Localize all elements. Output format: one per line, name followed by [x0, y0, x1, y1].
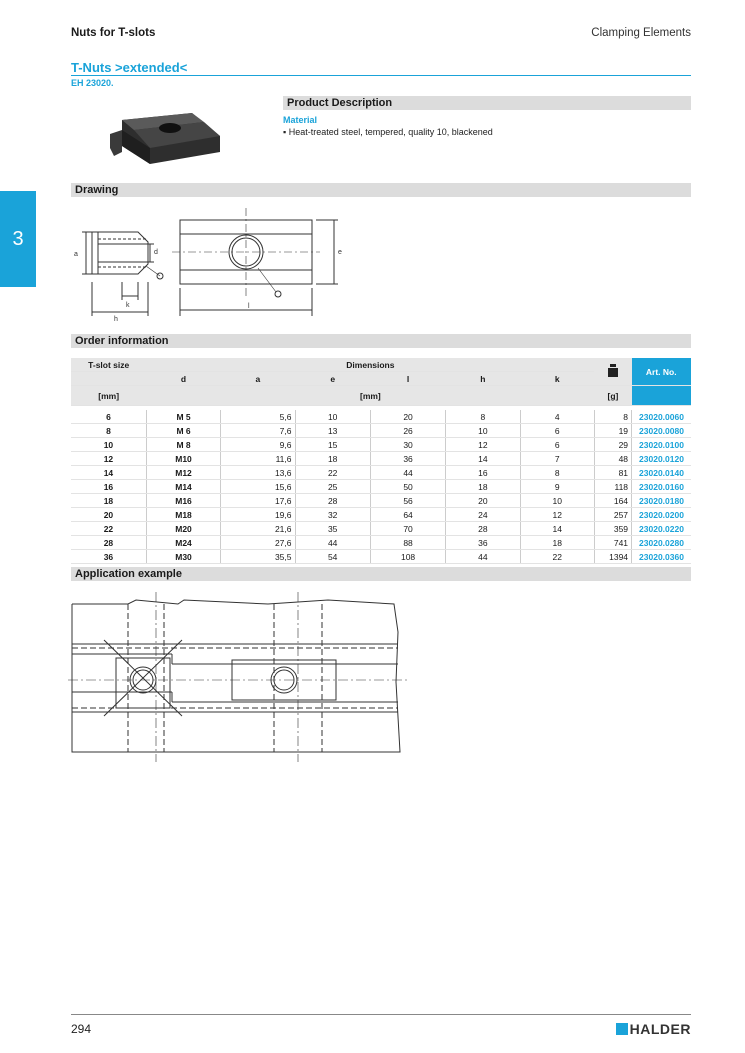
- dim-e-label: e: [338, 249, 342, 256]
- cell-dim-h: 18: [446, 480, 520, 494]
- cell-dim-a: 27,6: [221, 536, 295, 550]
- table-row: [71, 452, 691, 466]
- cell-art-no[interactable]: 23020.0120: [632, 452, 691, 466]
- header-section-title: Nuts for T-slots: [71, 27, 156, 39]
- product-code: EH 23020.: [71, 78, 114, 88]
- order-table: [71, 358, 691, 564]
- col-header-slot-size: T-slot size: [71, 358, 146, 372]
- unit-weight: [g]: [594, 386, 631, 406]
- cell-dim-k: 4: [520, 410, 594, 424]
- application-drawing: [68, 592, 413, 764]
- table-row: [71, 424, 691, 438]
- table-row: [71, 410, 691, 424]
- cell-dim-k: 14: [520, 522, 594, 536]
- cell-slot-size: 6: [71, 410, 146, 424]
- table-row: [71, 536, 691, 550]
- cell-thread-d: M12: [146, 466, 220, 480]
- cell-art-no[interactable]: 23020.0140: [632, 466, 691, 480]
- order-information-heading: Order information: [71, 334, 691, 348]
- cell-dim-h: 10: [446, 424, 520, 438]
- cell-dim-h: 44: [446, 550, 520, 564]
- table-row: [71, 466, 691, 480]
- header-category: Clamping Elements: [591, 27, 691, 39]
- cell-dim-l: 50: [370, 480, 445, 494]
- col-header-k: k: [520, 372, 594, 386]
- cell-dim-e: 13: [295, 424, 370, 438]
- cell-dim-l: 108: [370, 550, 445, 564]
- cell-dim-a: 7,6: [221, 424, 295, 438]
- cell-dim-h: 14: [446, 452, 520, 466]
- table-row: [71, 508, 691, 522]
- cell-dim-h: 8: [446, 410, 520, 424]
- cell-dim-l: 70: [370, 522, 445, 536]
- table-row: [71, 480, 691, 494]
- dim-k-label: k: [126, 302, 130, 309]
- cell-slot-size: 20: [71, 508, 146, 522]
- cell-weight: 29: [594, 438, 631, 452]
- page-number: 294: [71, 1022, 92, 1036]
- brand-logo: [616, 1021, 691, 1037]
- cell-weight: 359: [594, 522, 631, 536]
- cell-dim-l: 36: [370, 452, 445, 466]
- table-row: [71, 494, 691, 508]
- chapter-tab: 3: [0, 191, 36, 287]
- material-text: ▪ Heat-treated steel, tempered, quality 10, blackened: [283, 127, 493, 137]
- cell-slot-size: 18: [71, 494, 146, 508]
- cell-dim-k: 22: [520, 550, 594, 564]
- technical-drawing: [68, 204, 348, 322]
- cell-dim-a: 21,6: [221, 522, 295, 536]
- cell-slot-size: 28: [71, 536, 146, 550]
- cell-dim-h: 16: [446, 466, 520, 480]
- cell-dim-a: 13,6: [221, 466, 295, 480]
- col-header-l: l: [370, 372, 445, 386]
- cell-dim-k: 7: [520, 452, 594, 466]
- cell-dim-e: 28: [295, 494, 370, 508]
- dim-l-label: l: [248, 303, 250, 310]
- cell-weight: 164: [594, 494, 631, 508]
- cell-dim-k: 10: [520, 494, 594, 508]
- cell-dim-e: 32: [295, 508, 370, 522]
- cell-weight: 741: [594, 536, 631, 550]
- application-example-heading: Application example: [71, 567, 691, 581]
- cell-dim-k: 6: [520, 424, 594, 438]
- cell-dim-l: 30: [370, 438, 445, 452]
- col-header-h: h: [446, 372, 520, 386]
- cell-art-no[interactable]: 23020.0100: [632, 438, 691, 452]
- cell-thread-d: M 6: [146, 424, 220, 438]
- cell-thread-d: M16: [146, 494, 220, 508]
- col-header-e: e: [295, 372, 370, 386]
- brand-logo-icon: [616, 1023, 628, 1035]
- cell-weight: 48: [594, 452, 631, 466]
- cell-dim-a: 11,6: [221, 452, 295, 466]
- col-header-a: a: [221, 372, 295, 386]
- cell-art-no[interactable]: 23020.0060: [632, 410, 691, 424]
- cell-slot-size: 36: [71, 550, 146, 564]
- cell-dim-l: 26: [370, 424, 445, 438]
- cell-slot-size: 22: [71, 522, 146, 536]
- cell-dim-e: 15: [295, 438, 370, 452]
- cell-thread-d: M10: [146, 452, 220, 466]
- cell-dim-e: 54: [295, 550, 370, 564]
- cell-thread-d: M18: [146, 508, 220, 522]
- cell-thread-d: M20: [146, 522, 220, 536]
- cell-dim-k: 9: [520, 480, 594, 494]
- cell-dim-h: 20: [446, 494, 520, 508]
- footer-divider: [71, 1014, 691, 1015]
- col-header-dimensions: Dimensions: [146, 358, 594, 372]
- cell-weight: 257: [594, 508, 631, 522]
- cell-art-no[interactable]: 23020.0180: [632, 494, 691, 508]
- cell-dim-e: 22: [295, 466, 370, 480]
- cell-dim-k: 18: [520, 536, 594, 550]
- cell-slot-size: 12: [71, 452, 146, 466]
- cell-dim-l: 56: [370, 494, 445, 508]
- unit-slot: [mm]: [71, 386, 146, 406]
- cell-dim-h: 24: [446, 508, 520, 522]
- cell-weight: 1394: [594, 550, 631, 564]
- dim-d-label: d: [154, 249, 158, 256]
- cell-dim-e: 44: [295, 536, 370, 550]
- cell-dim-a: 15,6: [221, 480, 295, 494]
- cell-art-no[interactable]: 23020.0160: [632, 480, 691, 494]
- product-description-heading: Product Description: [283, 96, 691, 110]
- cell-dim-h: 12: [446, 438, 520, 452]
- cell-weight: 81: [594, 466, 631, 480]
- cell-slot-size: 16: [71, 480, 146, 494]
- cell-dim-e: 18: [295, 452, 370, 466]
- cell-dim-k: 8: [520, 466, 594, 480]
- cell-slot-size: 8: [71, 424, 146, 438]
- cell-dim-l: 44: [370, 466, 445, 480]
- cell-dim-e: 35: [295, 522, 370, 536]
- cell-weight: 118: [594, 480, 631, 494]
- material-label: Material: [283, 115, 318, 125]
- cell-art-no[interactable]: 23020.0200: [632, 508, 691, 522]
- cell-thread-d: M 8: [146, 438, 220, 452]
- weight-icon: [594, 358, 631, 386]
- cell-dim-a: 35,5: [221, 550, 295, 564]
- product-photo: [108, 108, 228, 174]
- table-row: [71, 550, 691, 564]
- cell-art-no[interactable]: 23020.0080: [632, 424, 691, 438]
- cell-slot-size: 14: [71, 466, 146, 480]
- cell-dim-l: 64: [370, 508, 445, 522]
- table-row: [71, 438, 691, 452]
- cell-dim-l: 20: [370, 410, 445, 424]
- cell-art-no[interactable]: 23020.0220: [632, 522, 691, 536]
- cell-thread-d: M14: [146, 480, 220, 494]
- brand-name: HALDER: [629, 1021, 691, 1037]
- dim-a-label: a: [74, 251, 78, 258]
- cell-dim-k: 6: [520, 438, 594, 452]
- cell-dim-h: 36: [446, 536, 520, 550]
- cell-thread-d: M 5: [146, 410, 220, 424]
- cell-art-no[interactable]: 23020.0280: [632, 536, 691, 550]
- cell-dim-a: 9,6: [221, 438, 295, 452]
- cell-weight: 8: [594, 410, 631, 424]
- cell-dim-h: 28: [446, 522, 520, 536]
- col-header-d: d: [146, 372, 220, 386]
- cell-thread-d: M30: [146, 550, 220, 564]
- dim-h-label: h: [114, 316, 118, 322]
- cell-dim-a: 19,6: [221, 508, 295, 522]
- title-underline: [71, 75, 691, 76]
- unit-dimensions: [mm]: [146, 386, 594, 406]
- cell-dim-k: 12: [520, 508, 594, 522]
- page-title: T-Nuts >extended<: [71, 60, 188, 75]
- cell-dim-e: 10: [295, 410, 370, 424]
- cell-dim-a: 17,6: [221, 494, 295, 508]
- table-row: [71, 522, 691, 536]
- cell-weight: 19: [594, 424, 631, 438]
- cell-dim-l: 88: [370, 536, 445, 550]
- cell-dim-e: 25: [295, 480, 370, 494]
- cell-art-no[interactable]: 23020.0360: [632, 550, 691, 564]
- cell-dim-a: 5,6: [221, 410, 295, 424]
- cell-thread-d: M24: [146, 536, 220, 550]
- cell-slot-size: 10: [71, 438, 146, 452]
- drawing-heading: Drawing: [71, 183, 691, 197]
- col-header-art-no: Art. No.: [632, 358, 691, 386]
